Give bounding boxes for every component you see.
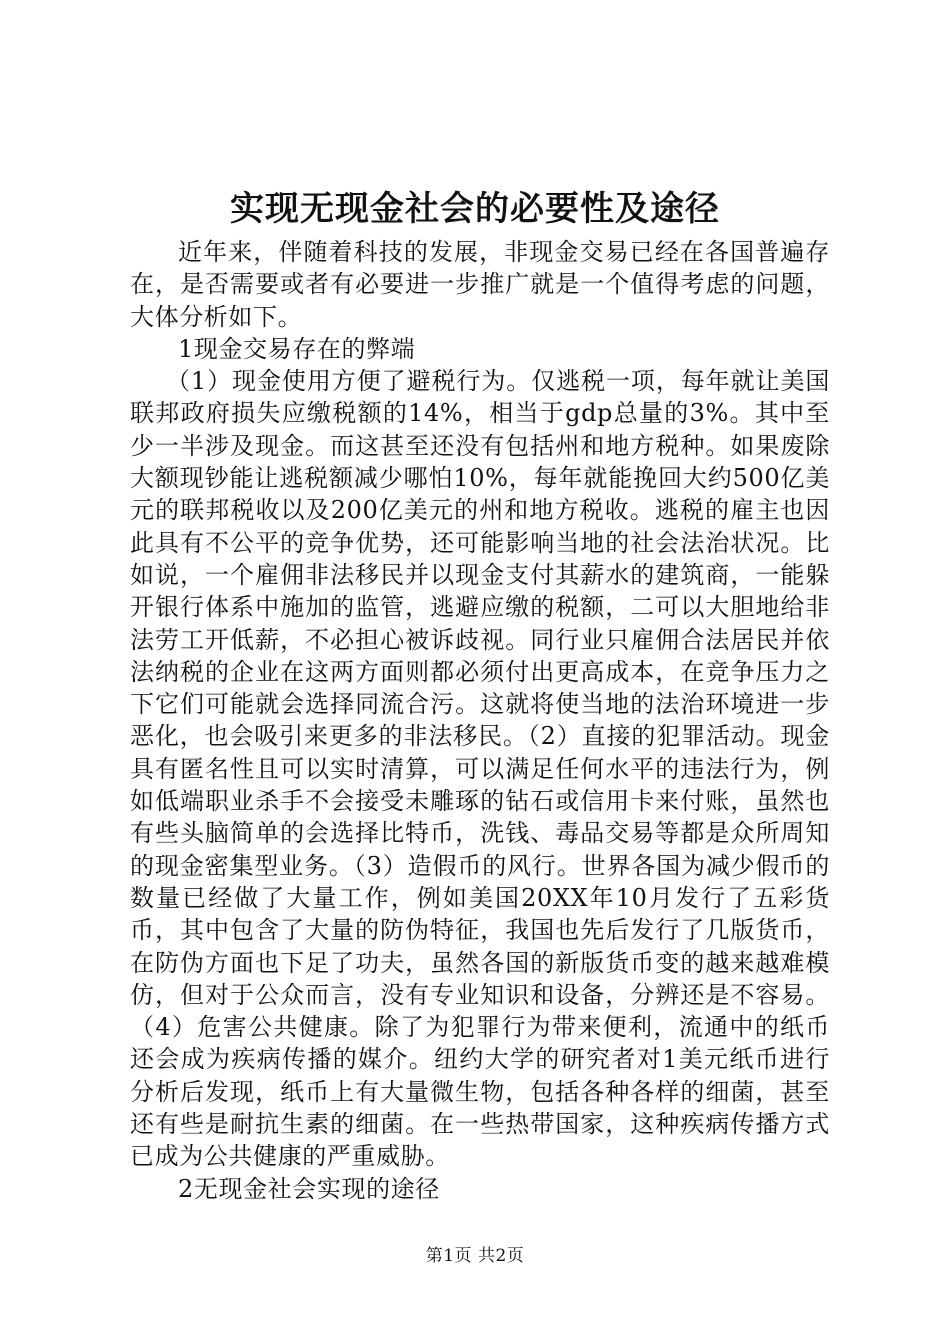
main-paragraph: （1）现金使用方便了避税行为。仅逃税一项，每年就让美国联邦政府损失应缴税额的14%，相当于gdp总量的3%。其中至少一半涉及现金。而这甚至还没有包括州和地方税种。如果废除大额现钞能让逃税额减少哪怕10%，每年就能挽回大约500亿美元的联邦税收以及200亿美元的州和地方税收。逃税的雇主也因此具有不公平的竞争优势，还可能影响当地的社会法治状况。比如说，一个雇佣非法移民并以现金支付其薪水的建筑商，一能躲开银行体系中施加的监管，逃避应缴的税额，二可以大胆地给非法劳工开低薪，不必担心被诉歧视。同行业只雇佣合法居民并依法纳税的企业在这两方面则都必须付出更高成本，在竞争压力之下它们可能就会选择同流合污。这就将使当地的法治环境进一步恶化，也会吸引来更多的非法移民。（2）直接的犯罪活动。现金具有匿名性且可以实时清算，可以满足任何水平的违法行为，例如低端职业杀手不会接受未雕琢的钻石或信用卡来付账，虽然也有些头脑简单的会选择比特币，洗钱、毒品交易等都是众所周知的现金密集型业务。（3）造假币的风行。世界各国为减少假币的数量已经做了大量工作，例如美国20XX年10月发行了五彩货币，其中包含了大量的防伪特征，我国也先后发行了几版货币，在防伪方面也下足了功夫，虽然各国的新版货币变的越来越难模仿，但对于公众而言，没有专业知识和设备，分辨还是不容易。（4）危害公共健康。除了为犯罪行为带来便利，流通中的纸币还会成为疾病传播的媒介。纽约大学的研究者对1美元纸币进行分析后发现，纸币上有大量微生物，包括各种各样的细菌，甚至还有些是耐抗生素的细菌。在一些热带国家，这种疾病传播方式已成为公共健康的严重威胁。 [130, 367, 830, 1171]
document-body [130, 236, 830, 1205]
section-heading-2: 2无现金社会实现的途径 [178, 1174, 440, 1203]
page-footer: 第1页 共2页 [425, 1246, 525, 1266]
section-heading-1: 1现金交易存在的弊端 [178, 334, 416, 363]
document-title: 实现无现金社会的必要性及途径 [230, 189, 720, 229]
intro-paragraph: 近年来，伴随着科技的发展，非现金交易已经在各国普遍存在，是否需要或者有必要进一步推广就是一个值得考虑的问题，大体分析如下。 [130, 238, 830, 331]
